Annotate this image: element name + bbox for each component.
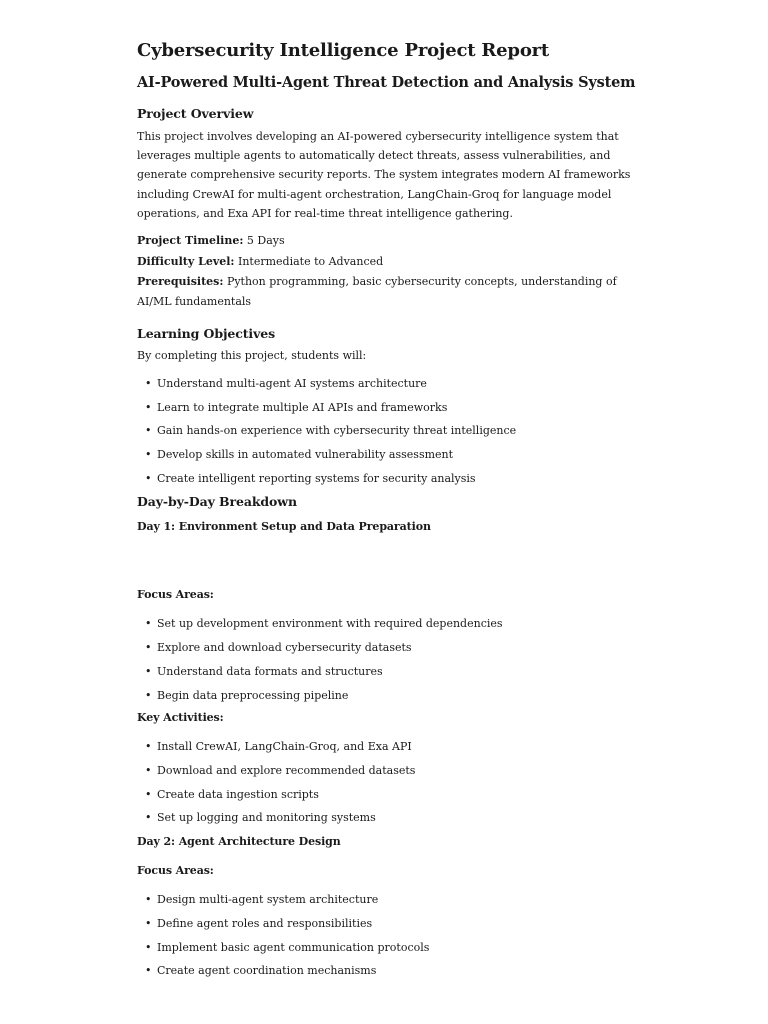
list-item — [137, 737, 637, 756]
bullet-icon: • — [145, 964, 152, 978]
list-item — [137, 785, 637, 804]
list-item-text: Design multi-agent system architecture — [157, 893, 379, 907]
page-subtitle: AI-Powered Multi-Agent Threat Detection and Analysis System — [137, 74, 636, 91]
list-item-text: Set up development environment with required dependencies — [157, 617, 503, 631]
objectives-list — [137, 374, 637, 488]
list-item — [137, 961, 637, 980]
bullet-icon: • — [145, 424, 152, 438]
list-item-text: Develop skills in automated vulnerability assessment — [157, 448, 454, 462]
bullet-icon: • — [145, 763, 152, 777]
bullet-icon: • — [145, 448, 152, 462]
bullet-icon: • — [145, 377, 152, 391]
bullet-icon: • — [145, 811, 152, 825]
list-item-text: Understand multi-agent AI systems architecture — [157, 377, 427, 391]
list-item — [137, 938, 637, 957]
bullet-icon: • — [145, 740, 152, 754]
timeline-line — [137, 231, 637, 250]
list-item — [137, 469, 637, 488]
timeline-value: 5 Days — [246, 234, 285, 248]
bullet-icon: • — [145, 664, 152, 678]
bullet-icon: • — [145, 617, 152, 631]
objectives-heading: Learning Objectives — [137, 325, 276, 341]
day1-focus-label: Focus Areas: — [137, 588, 214, 602]
list-item-text: Set up logging and monitoring systems — [157, 811, 376, 825]
list-item-text: Create agent coordination mechanisms — [157, 964, 377, 978]
list-item — [137, 374, 637, 393]
day1-title: Day 1: Environment Setup and Data Preparation — [137, 520, 431, 534]
difficulty-line — [137, 252, 637, 271]
difficulty-label: Difficulty Level: — [137, 254, 235, 268]
list-item — [137, 445, 637, 464]
day1-activities-label: Key Activities: — [137, 711, 224, 725]
bullet-icon: • — [145, 940, 152, 954]
breakdown-heading: Day-by-Day Breakdown — [137, 494, 297, 510]
list-item — [137, 662, 637, 681]
bullet-icon: • — [145, 688, 152, 702]
list-item-text: Define agent roles and responsibilities — [157, 916, 373, 930]
list-item — [137, 761, 637, 780]
overview-heading: Project Overview — [137, 106, 254, 121]
day2-title: Day 2: Agent Architecture Design — [137, 835, 341, 849]
list-item-text: Create intelligent reporting systems for security analysis — [157, 471, 476, 485]
list-item-text: Begin data preprocessing pipeline — [157, 688, 349, 702]
list-item-text: Explore and download cybersecurity datasets — [157, 641, 412, 655]
bullet-icon: • — [145, 400, 152, 414]
list-item-text: Understand data formats and structures — [157, 664, 383, 678]
prerequisites-line — [137, 272, 637, 310]
prerequisites-label: Prerequisites: — [137, 275, 224, 289]
list-item — [137, 686, 637, 705]
day2-focus-label: Focus Areas: — [137, 864, 214, 878]
list-item-text: Learn to integrate multiple AI APIs and frameworks — [157, 400, 448, 414]
list-item-text: Create data ingestion scripts — [157, 787, 319, 801]
list-item-text: Install CrewAI, LangChain-Groq, and Exa API — [157, 740, 412, 754]
overview-paragraph: This project involves developing an AI-powered cybersecurity intelligence system that leverages multiple agents to automatically detect threats, assess vulnerabilities, and generate comprehensive security reports. The system integrates modern AI frameworks including CrewAI for multi-agent orchestration, LangChain-Groq for language model operations, and Exa API for real-time threat intelligence gathering. — [137, 130, 631, 220]
list-item-text: Gain hands-on experience with cybersecurity threat intelligence — [157, 424, 517, 438]
bullet-icon: • — [145, 916, 152, 930]
day1-activities-list — [137, 737, 637, 827]
bullet-icon: • — [145, 471, 152, 485]
list-item — [137, 808, 637, 827]
project-meta — [137, 231, 637, 311]
list-item-text: Download and explore recommended datasets — [157, 763, 416, 777]
document-content — [137, 38, 637, 985]
list-item — [137, 638, 637, 657]
bullet-icon: • — [145, 893, 152, 907]
timeline-label: Project Timeline: — [137, 234, 244, 248]
bullet-icon: • — [145, 787, 152, 801]
list-item — [137, 614, 637, 633]
list-item-text: Implement basic agent communication protocols — [157, 940, 430, 954]
list-item — [137, 890, 637, 909]
day2-focus-list — [137, 890, 637, 980]
objectives-intro: By completing this project, students will: — [137, 348, 367, 362]
day1-focus-list — [137, 614, 637, 704]
list-item — [137, 398, 637, 417]
page-title: Cybersecurity Intelligence Project Report — [137, 40, 550, 61]
prerequisites-value: Python programming, basic cybersecurity concepts, understanding of AI/ML fundamentals — [137, 275, 617, 308]
bullet-icon: • — [145, 641, 152, 655]
list-item — [137, 421, 637, 440]
difficulty-value: Intermediate to Advanced — [237, 254, 384, 268]
list-item — [137, 914, 637, 933]
